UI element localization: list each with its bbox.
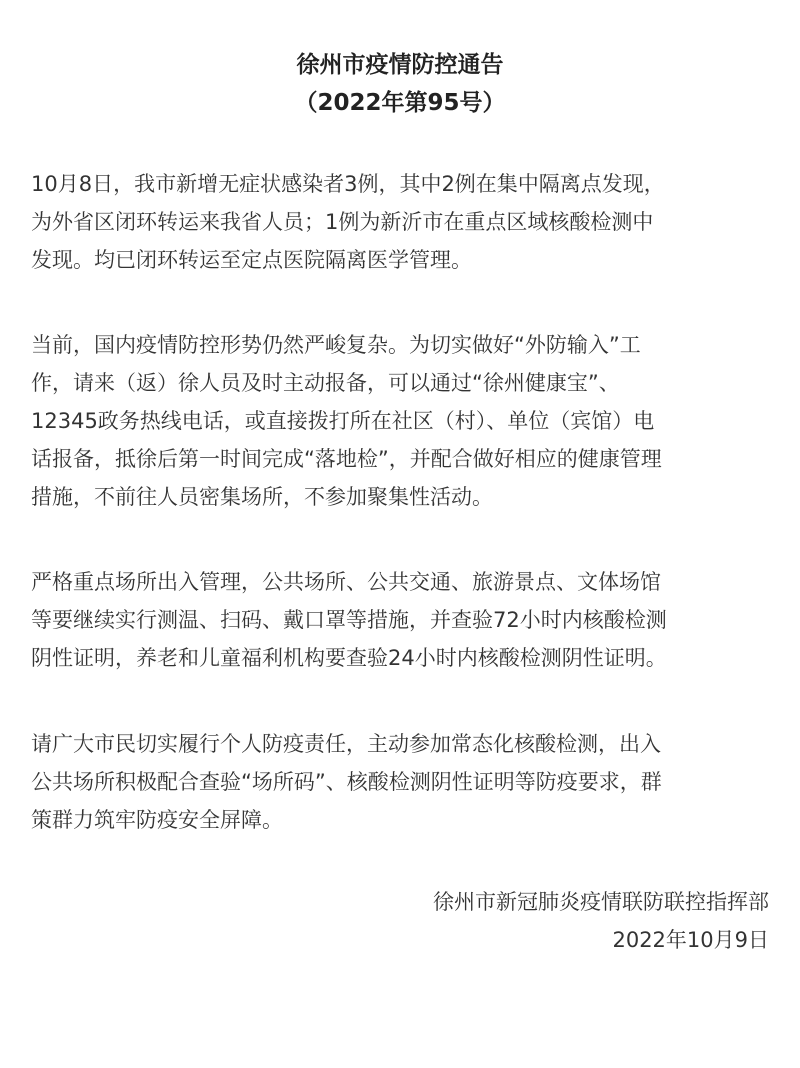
paragraph-citizen-appeal [31, 725, 771, 839]
signature-date: 2022年10月9日 [612, 928, 769, 952]
signature-organization: 徐州市新冠肺炎疫情联防联控指挥部 [433, 890, 769, 914]
paragraph-line: 为外省区闭环转运来我省人员；1例为新沂市在重点区域核酸检测中 [31, 210, 654, 234]
paragraph-line: 当前，国内疫情防控形势仍然严峻复杂。为切实做好“外防输入”工 [31, 333, 641, 357]
paragraph-line: 等要继续实行测温、扫码、戴口罩等措施，并查验72小时内核酸检测 [31, 608, 667, 632]
paragraph-line: 阴性证明，养老和儿童福利机构要查验24小时内核酸检测阴性证明。 [31, 646, 667, 670]
paragraph-new-cases [31, 165, 771, 279]
paragraph-line: 策群力筑牢防疫安全屏障。 [31, 808, 283, 832]
paragraph-venue-management [31, 563, 771, 677]
paragraph-line: 请广大市民切实履行个人防疫责任，主动参加常态化核酸检测，出入 [31, 732, 661, 756]
paragraph-line: 措施，不前往人员密集场所，不参加聚集性活动。 [31, 485, 493, 509]
paragraph-line: 发现。均已闭环转运至定点医院隔离医学管理。 [31, 248, 472, 272]
notice-number: （2022年第95号） [294, 90, 506, 116]
paragraph-line: 严格重点场所出入管理，公共场所、公共交通、旅游景点、文体场馆 [31, 570, 661, 594]
paragraph-line: 公共场所积极配合查验“场所码”、核酸检测阴性证明等防疫要求，群 [31, 770, 662, 794]
paragraph-line: 12345政务热线电话，或直接拨打所在社区（村）、单位（宾馆）电 [31, 409, 655, 433]
notice-title: 徐州市疫情防控通告 [296, 52, 504, 78]
paragraph-reporting [31, 326, 771, 516]
paragraph-line: 作，请来（返）徐人员及时主动报备，可以通过“徐州健康宝”、 [31, 371, 620, 395]
paragraph-line: 10月8日，我市新增无症状感染者3例，其中2例在集中隔离点发现， [31, 172, 665, 196]
paragraph-line: 话报备，抵徐后第一时间完成“落地检”，并配合做好相应的健康管理 [31, 447, 662, 471]
